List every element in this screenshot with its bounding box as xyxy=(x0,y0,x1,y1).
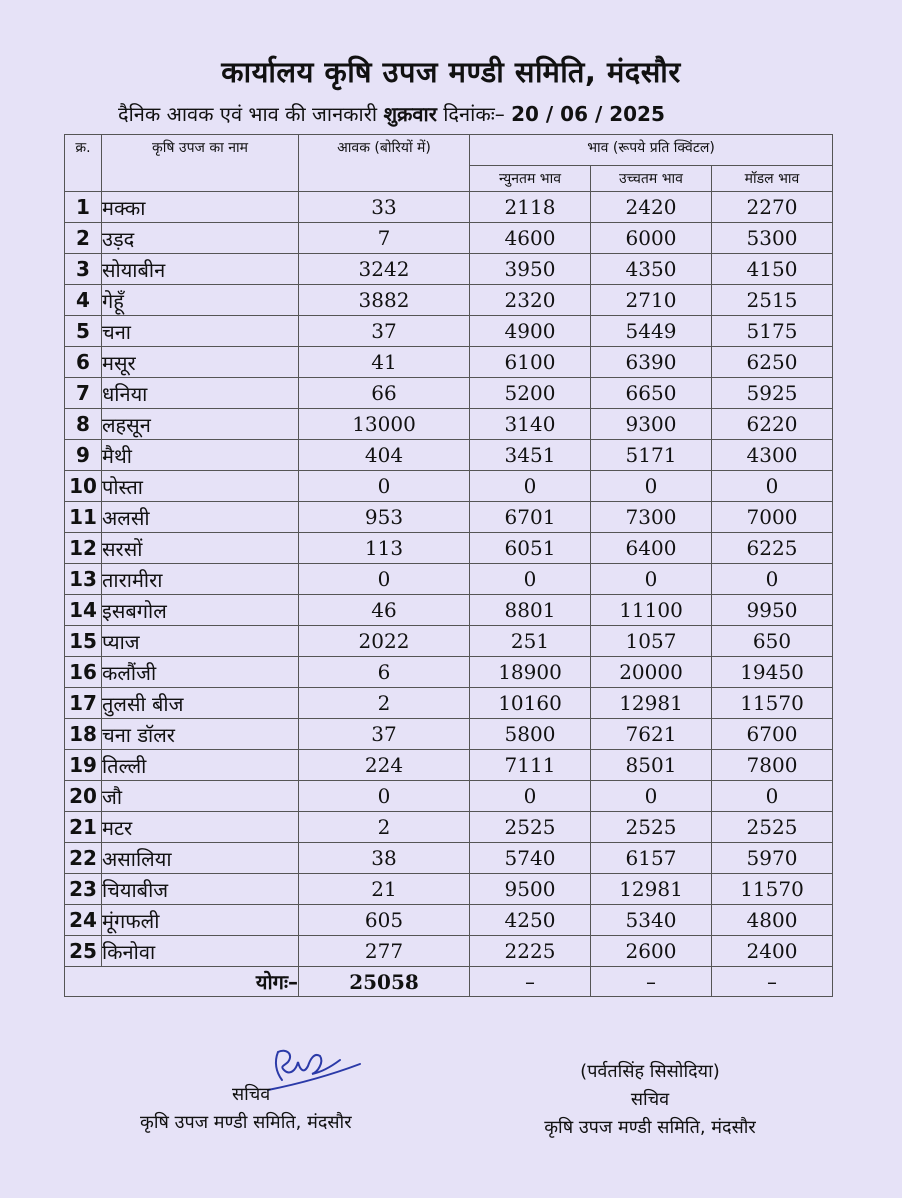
row-arrival: 3242 xyxy=(299,254,470,285)
table-row xyxy=(65,347,833,378)
row-sn: 15 xyxy=(65,626,102,657)
row-arrival: 37 xyxy=(299,316,470,347)
row-arrival: 0 xyxy=(299,564,470,595)
row-sn: 22 xyxy=(65,843,102,874)
row-modal-rate: 11570 xyxy=(712,688,833,719)
row-max-rate: 0 xyxy=(591,471,712,502)
row-min-rate: 2225 xyxy=(470,936,591,967)
row-sn: 3 xyxy=(65,254,102,285)
row-min-rate: 2118 xyxy=(470,192,591,223)
row-crop-name: चियाबीज xyxy=(102,874,299,905)
row-crop-name: तारामीरा xyxy=(102,564,299,595)
row-max-rate: 2525 xyxy=(591,812,712,843)
row-sn: 18 xyxy=(65,719,102,750)
row-modal-rate: 7800 xyxy=(712,750,833,781)
row-sn: 10 xyxy=(65,471,102,502)
row-crop-name: असालिया xyxy=(102,843,299,874)
row-arrival: 953 xyxy=(299,502,470,533)
row-arrival: 13000 xyxy=(299,409,470,440)
row-crop-name: गेहूँ xyxy=(102,285,299,316)
row-crop-name: पोस्ता xyxy=(102,471,299,502)
row-max-rate: 6000 xyxy=(591,223,712,254)
row-arrival: 2 xyxy=(299,812,470,843)
row-max-rate: 7300 xyxy=(591,502,712,533)
header-name: कृषि उपज का नाम xyxy=(102,135,299,192)
table-row xyxy=(65,378,833,409)
table-row xyxy=(65,595,833,626)
table-row xyxy=(65,533,833,564)
row-max-rate: 20000 xyxy=(591,657,712,688)
row-max-rate: 5449 xyxy=(591,316,712,347)
row-arrival: 6 xyxy=(299,657,470,688)
row-max-rate: 0 xyxy=(591,781,712,812)
table-row xyxy=(65,285,833,316)
row-min-rate: 9500 xyxy=(470,874,591,905)
row-modal-rate: 0 xyxy=(712,564,833,595)
header-max: उच्चतम भाव xyxy=(591,166,712,192)
row-arrival: 3882 xyxy=(299,285,470,316)
table-row xyxy=(65,192,833,223)
row-sn: 20 xyxy=(65,781,102,812)
row-min-rate: 5740 xyxy=(470,843,591,874)
office-title: कार्यालय कृषि उपज मण्डी समिति, मंदसौर xyxy=(221,55,681,89)
header-arrival: आवक (बोरियों में) xyxy=(299,135,470,192)
total-row xyxy=(65,967,833,997)
row-min-rate: 5800 xyxy=(470,719,591,750)
row-min-rate: 4600 xyxy=(470,223,591,254)
row-min-rate: 6701 xyxy=(470,502,591,533)
row-max-rate: 6650 xyxy=(591,378,712,409)
row-modal-rate: 6250 xyxy=(712,347,833,378)
row-sn: 24 xyxy=(65,905,102,936)
row-modal-rate: 5175 xyxy=(712,316,833,347)
right-signatory-office: कृषि उपज मण्डी समिति, मंदसौर xyxy=(544,1117,756,1138)
row-modal-rate: 2270 xyxy=(712,192,833,223)
header-modal: मॉडल भाव xyxy=(712,166,833,192)
row-sn: 8 xyxy=(65,409,102,440)
row-arrival: 66 xyxy=(299,378,470,409)
table-row xyxy=(65,471,833,502)
row-max-rate: 2710 xyxy=(591,285,712,316)
row-sn: 23 xyxy=(65,874,102,905)
row-arrival: 46 xyxy=(299,595,470,626)
row-sn: 1 xyxy=(65,192,102,223)
table-body xyxy=(65,192,833,967)
row-min-rate: 6100 xyxy=(470,347,591,378)
row-min-rate: 2320 xyxy=(470,285,591,316)
row-sn: 4 xyxy=(65,285,102,316)
table-row xyxy=(65,688,833,719)
row-modal-rate: 7000 xyxy=(712,502,833,533)
row-sn: 17 xyxy=(65,688,102,719)
table-row xyxy=(65,409,833,440)
row-sn: 14 xyxy=(65,595,102,626)
row-crop-name: मसूर xyxy=(102,347,299,378)
row-sn: 11 xyxy=(65,502,102,533)
row-min-rate: 8801 xyxy=(470,595,591,626)
row-arrival: 21 xyxy=(299,874,470,905)
row-min-rate: 18900 xyxy=(470,657,591,688)
row-arrival: 605 xyxy=(299,905,470,936)
report-day: शुक्रवार xyxy=(383,102,437,126)
header-min: न्युनतम भाव xyxy=(470,166,591,192)
header-row xyxy=(65,135,833,166)
row-modal-rate: 6220 xyxy=(712,409,833,440)
row-crop-name: मक्का xyxy=(102,192,299,223)
row-max-rate: 2600 xyxy=(591,936,712,967)
row-modal-rate: 11570 xyxy=(712,874,833,905)
table-row xyxy=(65,874,833,905)
table-row xyxy=(65,781,833,812)
row-crop-name: उड़द xyxy=(102,223,299,254)
table-row xyxy=(65,564,833,595)
row-min-rate: 5200 xyxy=(470,378,591,409)
row-min-rate: 0 xyxy=(470,564,591,595)
right-signatory-name: (पर्वतसिंह सिसोदिया) xyxy=(580,1061,720,1082)
row-crop-name: लहसून xyxy=(102,409,299,440)
header-rate: भाव (रूपये प्रति क्विंटल) xyxy=(470,135,833,166)
report-subtitle xyxy=(118,100,838,127)
row-modal-rate: 5300 xyxy=(712,223,833,254)
row-max-rate: 6157 xyxy=(591,843,712,874)
row-crop-name: कलौंजी xyxy=(102,657,299,688)
row-min-rate: 4250 xyxy=(470,905,591,936)
total-modal: – xyxy=(712,967,833,997)
row-sn: 6 xyxy=(65,347,102,378)
row-min-rate: 3950 xyxy=(470,254,591,285)
table-row xyxy=(65,905,833,936)
row-modal-rate: 5970 xyxy=(712,843,833,874)
row-modal-rate: 19450 xyxy=(712,657,833,688)
row-max-rate: 9300 xyxy=(591,409,712,440)
row-sn: 13 xyxy=(65,564,102,595)
row-sn: 9 xyxy=(65,440,102,471)
row-sn: 25 xyxy=(65,936,102,967)
table-row xyxy=(65,626,833,657)
left-signatory-title: सचिव xyxy=(232,1084,271,1105)
row-arrival: 404 xyxy=(299,440,470,471)
row-arrival: 0 xyxy=(299,781,470,812)
row-crop-name: इसबगोल xyxy=(102,595,299,626)
table-row xyxy=(65,502,833,533)
row-max-rate: 5340 xyxy=(591,905,712,936)
row-crop-name: मटर xyxy=(102,812,299,843)
table-row xyxy=(65,316,833,347)
row-min-rate: 0 xyxy=(470,471,591,502)
row-modal-rate: 650 xyxy=(712,626,833,657)
total-label: योगः– xyxy=(65,967,299,997)
row-arrival: 33 xyxy=(299,192,470,223)
total-min: – xyxy=(470,967,591,997)
row-sn: 12 xyxy=(65,533,102,564)
right-signatory-block xyxy=(520,1058,780,1142)
row-crop-name: सरसों xyxy=(102,533,299,564)
row-modal-rate: 2515 xyxy=(712,285,833,316)
row-arrival: 2022 xyxy=(299,626,470,657)
row-modal-rate: 9950 xyxy=(712,595,833,626)
row-min-rate: 6051 xyxy=(470,533,591,564)
row-min-rate: 3140 xyxy=(470,409,591,440)
row-max-rate: 1057 xyxy=(591,626,712,657)
total-arrival: 25058 xyxy=(299,967,470,997)
rates-table xyxy=(64,134,833,997)
table-row xyxy=(65,936,833,967)
row-min-rate: 2525 xyxy=(470,812,591,843)
row-sn: 5 xyxy=(65,316,102,347)
row-crop-name: अलसी xyxy=(102,502,299,533)
right-signatory-title: सचिव xyxy=(630,1089,670,1110)
row-arrival: 113 xyxy=(299,533,470,564)
total-max: – xyxy=(591,967,712,997)
row-sn: 2 xyxy=(65,223,102,254)
row-crop-name: धनिया xyxy=(102,378,299,409)
row-modal-rate: 0 xyxy=(712,471,833,502)
row-crop-name: मूंगफली xyxy=(102,905,299,936)
row-crop-name: सोयाबीन xyxy=(102,254,299,285)
row-min-rate: 7111 xyxy=(470,750,591,781)
row-max-rate: 6400 xyxy=(591,533,712,564)
table-row xyxy=(65,750,833,781)
row-modal-rate: 6225 xyxy=(712,533,833,564)
row-sn: 7 xyxy=(65,378,102,409)
row-sn: 16 xyxy=(65,657,102,688)
table-row xyxy=(65,843,833,874)
row-min-rate: 10160 xyxy=(470,688,591,719)
row-crop-name: प्याज xyxy=(102,626,299,657)
row-max-rate: 12981 xyxy=(591,874,712,905)
row-arrival: 277 xyxy=(299,936,470,967)
row-modal-rate: 2400 xyxy=(712,936,833,967)
table-row xyxy=(65,440,833,471)
row-min-rate: 4900 xyxy=(470,316,591,347)
subtitle-prefix: दैनिक आवक एवं भाव की जानकारी xyxy=(118,102,378,126)
table-row xyxy=(65,223,833,254)
row-max-rate: 8501 xyxy=(591,750,712,781)
row-sn: 21 xyxy=(65,812,102,843)
row-modal-rate: 4300 xyxy=(712,440,833,471)
row-max-rate: 7621 xyxy=(591,719,712,750)
row-arrival: 2 xyxy=(299,688,470,719)
date-label: दिनांकः– xyxy=(443,102,505,126)
row-arrival: 41 xyxy=(299,347,470,378)
row-modal-rate: 4800 xyxy=(712,905,833,936)
row-modal-rate: 4150 xyxy=(712,254,833,285)
row-max-rate: 2420 xyxy=(591,192,712,223)
row-min-rate: 0 xyxy=(470,781,591,812)
table-row xyxy=(65,657,833,688)
row-crop-name: चना xyxy=(102,316,299,347)
row-arrival: 224 xyxy=(299,750,470,781)
row-arrival: 38 xyxy=(299,843,470,874)
row-modal-rate: 0 xyxy=(712,781,833,812)
row-crop-name: किनोवा xyxy=(102,936,299,967)
row-min-rate: 3451 xyxy=(470,440,591,471)
row-crop-name: तुलसी बीज xyxy=(102,688,299,719)
row-max-rate: 0 xyxy=(591,564,712,595)
row-modal-rate: 5925 xyxy=(712,378,833,409)
row-crop-name: मैथी xyxy=(102,440,299,471)
row-crop-name: चना डॉलर xyxy=(102,719,299,750)
row-min-rate: 251 xyxy=(470,626,591,657)
row-arrival: 37 xyxy=(299,719,470,750)
header-sn: क्र. xyxy=(65,135,102,192)
row-max-rate: 11100 xyxy=(591,595,712,626)
row-max-rate: 12981 xyxy=(591,688,712,719)
table-row xyxy=(65,719,833,750)
table-row xyxy=(65,254,833,285)
row-crop-name: जौ xyxy=(102,781,299,812)
row-crop-name: तिल्ली xyxy=(102,750,299,781)
row-max-rate: 6390 xyxy=(591,347,712,378)
row-max-rate: 5171 xyxy=(591,440,712,471)
row-max-rate: 4350 xyxy=(591,254,712,285)
row-arrival: 7 xyxy=(299,223,470,254)
table-row xyxy=(65,812,833,843)
row-modal-rate: 6700 xyxy=(712,719,833,750)
left-signatory-office: कृषि उपज मण्डी समिति, मंदसौर xyxy=(140,1112,352,1133)
row-sn: 19 xyxy=(65,750,102,781)
row-modal-rate: 2525 xyxy=(712,812,833,843)
row-arrival: 0 xyxy=(299,471,470,502)
report-date: 20 / 06 / 2025 xyxy=(511,102,665,126)
